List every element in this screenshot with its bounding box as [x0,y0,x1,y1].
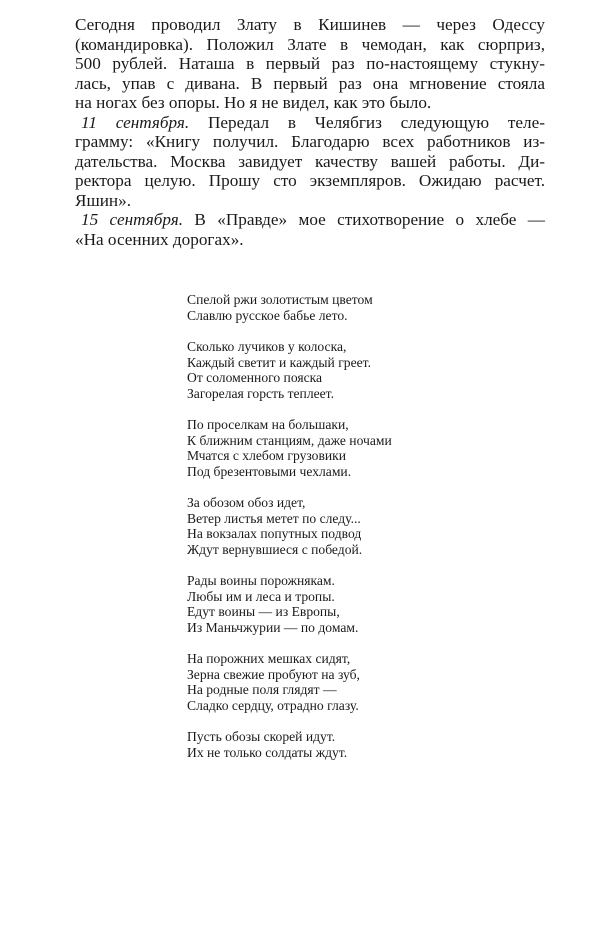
text-line: ректора целую. Прошу сто экземпляров. Ожидаю расчет. [75,171,545,190]
text-line: Яшин». [75,190,131,210]
poem-stanza [187,495,447,557]
text-line: на ногах без опоры. Но я не видел, как это было. [75,93,432,112]
poem-stanza [187,417,447,479]
text-line: Сегодня проводил Злату в Кишинев — через Одессу [75,15,545,34]
paragraph-telegram [75,113,545,211]
poem-line: Ждут вернувшиеся с победой. [187,541,363,557]
text-line [75,210,545,230]
poem [187,292,447,776]
poem-line: Рады воины порожнякам. [187,573,335,588]
poem-line: На порожних мешках сидят, [187,651,351,666]
diary-prose [75,15,545,249]
poem-line: Под брезентовыми чехлами. [187,463,352,479]
text-line: грамму: «Книгу получил. Благодарю всех работников из- [75,132,545,151]
text-fragment: В «Правде» мое стихотворение о хлебе — [183,210,545,229]
poem-stanza [187,573,447,635]
poem-line: Спелой ржи золотистым цветом [187,292,373,307]
entry-date: 15 сентября. [81,210,184,229]
poem-stanza [187,292,447,323]
poem-stanza [187,729,447,760]
text-line [75,113,545,133]
paragraph-departure [75,15,545,113]
text-line: дательства. Москва завидует качеству вашей работы. Ди- [75,151,545,171]
poem-line: Пусть обозы скорей идут. [187,729,336,744]
poem-line: К ближним станциям, даже ночами [187,432,392,448]
paragraph-pravda [75,210,545,249]
text-fragment: Передал в Челябгиз следующую теле- [189,112,545,132]
poem-line: По проселкам на большаки, [187,417,349,432]
poem-line: От соломенного пояска [187,370,323,385]
poem-line: Их не только солдаты ждут. [187,744,348,760]
poem-line: Любы им и леса и тропы. [187,588,335,604]
poem-line: Зерна свежие пробуют на зуб, [187,666,360,682]
text-line: 500 рублей. Наташа в первый раз по-настоящему стукну- [75,54,545,73]
poem-line: На родные поля глядят — [187,682,337,697]
poem-line: Сладко сердцу, отрадно глазу. [187,697,359,713]
poem-line: Ветер листья метет по следу... [187,510,361,526]
poem-line: На вокзалах попутных подвод [187,526,362,541]
poem-stanza [187,339,447,401]
text-line: (командировка). Положил Злате в чемодан, как сюрприз, [75,34,545,54]
poem-stanza [187,651,447,713]
poem-line: Едут воины — из Европы, [187,604,340,619]
poem-line: Каждый светит и каждый греет. [187,354,371,370]
poem-line: Мчатся с хлебом грузовики [187,448,347,463]
poem-line: Сколько лучиков у колоска, [187,339,347,354]
entry-date: 11 сентября. [81,112,190,132]
poem-line: Загорелая горсть теплеет. [187,385,334,401]
text-line: «На осенних дорогах». [75,229,244,249]
poem-line: За обозом обоз идет, [187,495,306,510]
poem-line: Из Маньчжурии — по домам. [187,619,359,635]
text-line: лась, упав с дивана. В первый раз она мгновение стояла [75,73,545,93]
poem-line: Славлю русское бабье лето. [187,307,348,323]
